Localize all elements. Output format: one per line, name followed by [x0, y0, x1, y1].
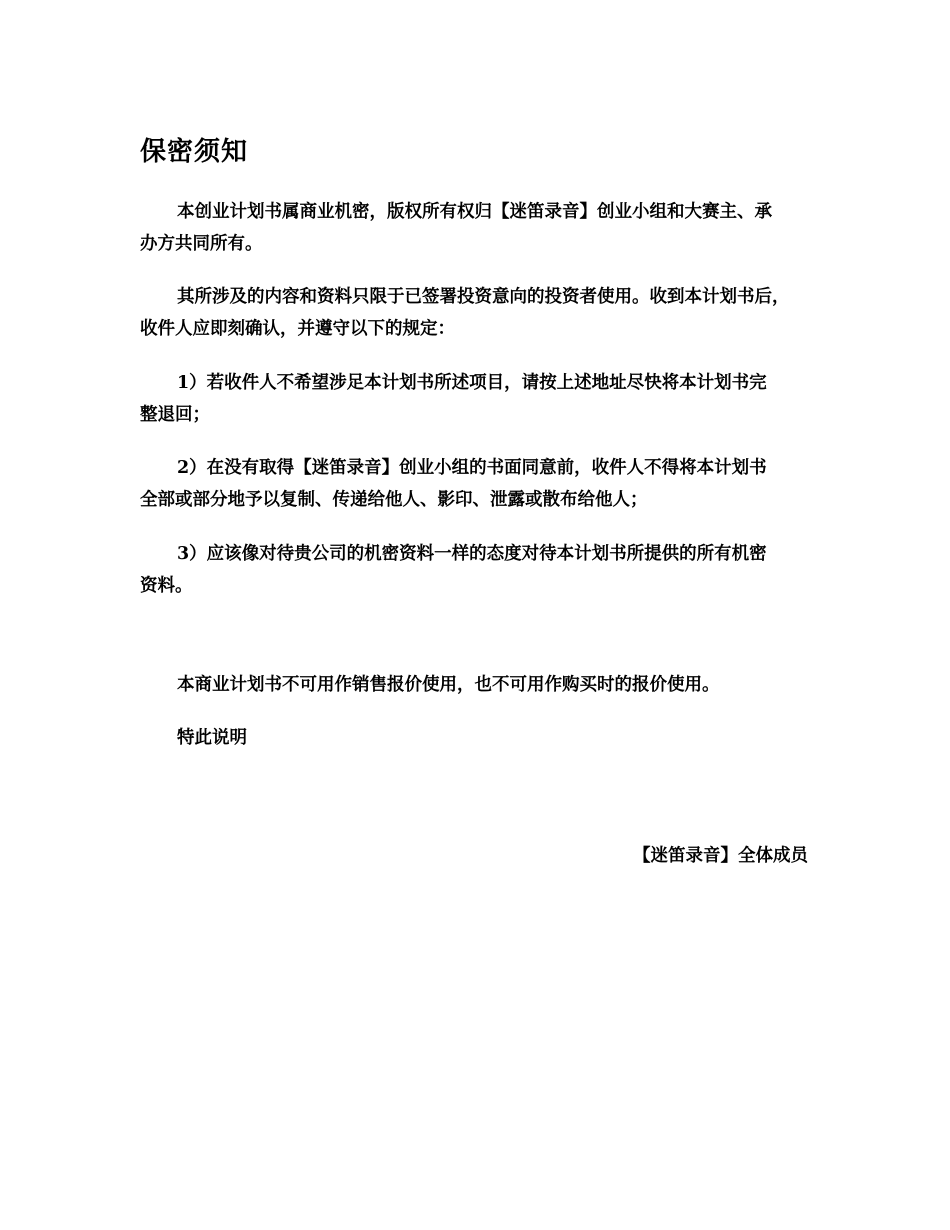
- paragraph-line: 收件人应即刻确认，并遵守以下的规定：: [140, 319, 455, 339]
- paragraph-line: 本创业计划书属商业机密，版权所有权归【迷笛录音】创业小组和大赛主、承: [177, 202, 772, 222]
- paragraph-line: 其所涉及的内容和资料只限于已签署投资意向的投资者使用。收到本计划书后，: [177, 287, 790, 307]
- rule-item-3: [140, 538, 830, 602]
- document-title: 保密须知: [140, 137, 249, 167]
- paragraph-line: 2）在没有取得【迷笛录音】创业小组的书面同意前，收件人不得将本计划书: [177, 458, 767, 478]
- paragraph-usage: [140, 281, 830, 345]
- closing-statement: 特此说明: [177, 728, 247, 748]
- paragraph-line: 办方共同所有。: [140, 234, 263, 254]
- paragraph-line: 3）应该像对待贵公司的机密资料一样的态度对待本计划书所提供的所有机密: [177, 544, 767, 564]
- pricing-note: 本商业计划书不可用作销售报价使用，也不可用作购买时的报价使用。: [177, 675, 720, 695]
- rule-item-1: [140, 367, 830, 431]
- rule-item-2: [140, 452, 830, 516]
- paragraph-line: 1）若收件人不希望涉足本计划书所述项目，请按上述地址尽快将本计划书完: [177, 373, 767, 393]
- signature: 【迷笛录音】全体成员: [633, 846, 808, 866]
- paragraph-line: 全部或部分地予以复制、传递给他人、影印、泄露或散布给他人；: [140, 490, 648, 510]
- paragraph-copyright: [140, 196, 830, 260]
- paragraph-line: 整退回；: [140, 405, 210, 425]
- paragraph-line: 资料。: [140, 576, 193, 596]
